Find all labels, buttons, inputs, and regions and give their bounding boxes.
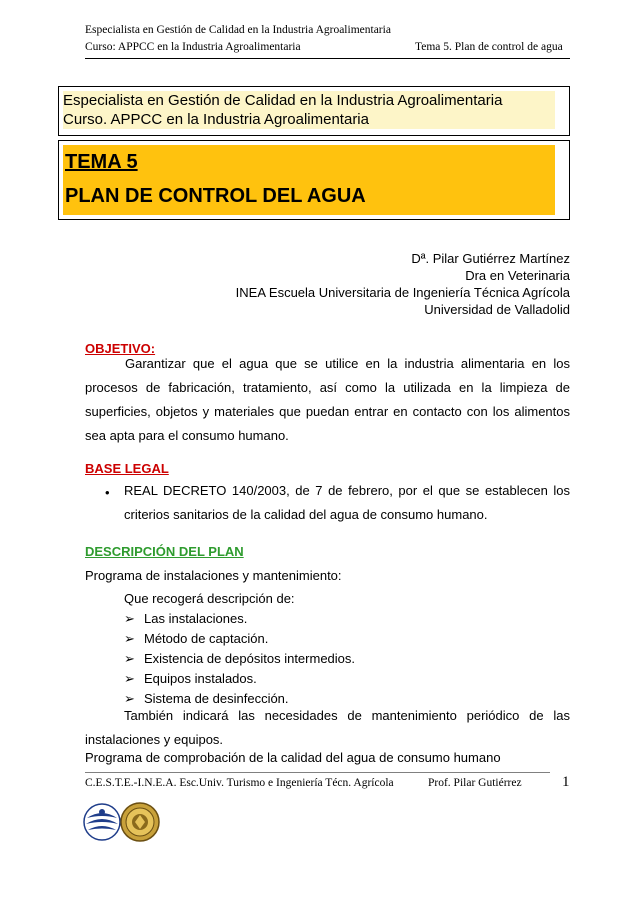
arrow-bullet-icon: ➢ [124, 691, 135, 706]
tema-number: TEMA 5 [65, 151, 138, 173]
course-box-fill [63, 91, 555, 129]
arrow-bullet-icon: ➢ [124, 611, 135, 626]
header-topic: Tema 5. Plan de control de agua [415, 41, 563, 53]
objetivo-heading: OBJETIVO: [85, 341, 156, 356]
arrow-bullet-icon: ➢ [124, 631, 135, 646]
course-box-line-2: Curso. APPCC en la Industria Agroalimentaria [63, 111, 369, 128]
objetivo-text: Garantizar que el agua que se utilice en la industria alimentaria en los procesos de fabricación, tratamiento, así como la utilizada en la limpieza de superficies, objetos y materiales que puedan entrar en contacto con los alimentos sea apta para el consumo humano. [85, 356, 570, 443]
list-item-label: Las instalaciones. [144, 611, 248, 626]
author-school: INEA Escuela Universitaria de Ingeniería Técnica Agrícola [235, 285, 570, 300]
page-number: 1 [562, 774, 570, 790]
arrow-bullet-icon: ➢ [124, 671, 135, 686]
list-item-label: Sistema de desinfección. [144, 691, 289, 706]
descripcion-heading: DESCRIPCIÓN DEL PLAN [85, 544, 244, 559]
blue-logo-icon [84, 804, 120, 840]
tema-box-fill [63, 145, 555, 215]
programa-instalaciones: Programa de instalaciones y mantenimiento: [85, 568, 342, 583]
course-box [58, 86, 570, 136]
footer-author: Prof. Pilar Gutiérrez [428, 777, 522, 789]
header-line-1: Especialista en Gestión de Calidad en la Industria Agroalimentaria [85, 24, 391, 36]
header-rule [85, 58, 570, 59]
list-item-label: Método de captación. [144, 631, 269, 646]
bullet-icon: • [105, 485, 110, 500]
header-course: Curso: APPCC en la Industria Agroalimentaria [85, 41, 301, 53]
list-item-label: Equipos instalados. [144, 671, 257, 686]
footer-rule [85, 772, 550, 773]
institution-logos [82, 800, 162, 844]
gold-seal-icon [121, 803, 159, 841]
course-box-line-1: Especialista en Gestión de Calidad en la Industria Agroalimentaria [63, 92, 503, 109]
tema-title: PLAN DE CONTROL DEL AGUA [65, 185, 366, 207]
programa-comprobacion: Programa de comprobación de la calidad del agua de consumo humano [85, 750, 501, 765]
base-legal-heading: BASE LEGAL [85, 461, 169, 476]
descripcion-intro: Que recogerá descripción de: [124, 591, 295, 606]
list-item-label: Existencia de depósitos intermedios. [144, 651, 356, 666]
mantenimiento-text: También indicará las necesidades de mantenimiento periódico de las instalaciones y equipos. [85, 708, 570, 747]
author-title: Dra en Veterinaria [465, 268, 570, 283]
arrow-bullet-icon: ➢ [124, 651, 135, 666]
author-name: Dª. Pilar Gutiérrez Martínez [411, 251, 570, 266]
tema-box [58, 140, 570, 220]
footer-institution: C.E.S.T.E.-I.N.E.A. Esc.Univ. Turismo e Ingeniería Técn. Agrícola [85, 777, 394, 789]
author-university: Universidad de Valladolid [424, 302, 570, 317]
base-legal-item: REAL DECRETO 140/2003, de 7 de febrero, por el que se establecen los criterios sanitarios de la calidad del agua de consumo humano. [124, 483, 570, 522]
